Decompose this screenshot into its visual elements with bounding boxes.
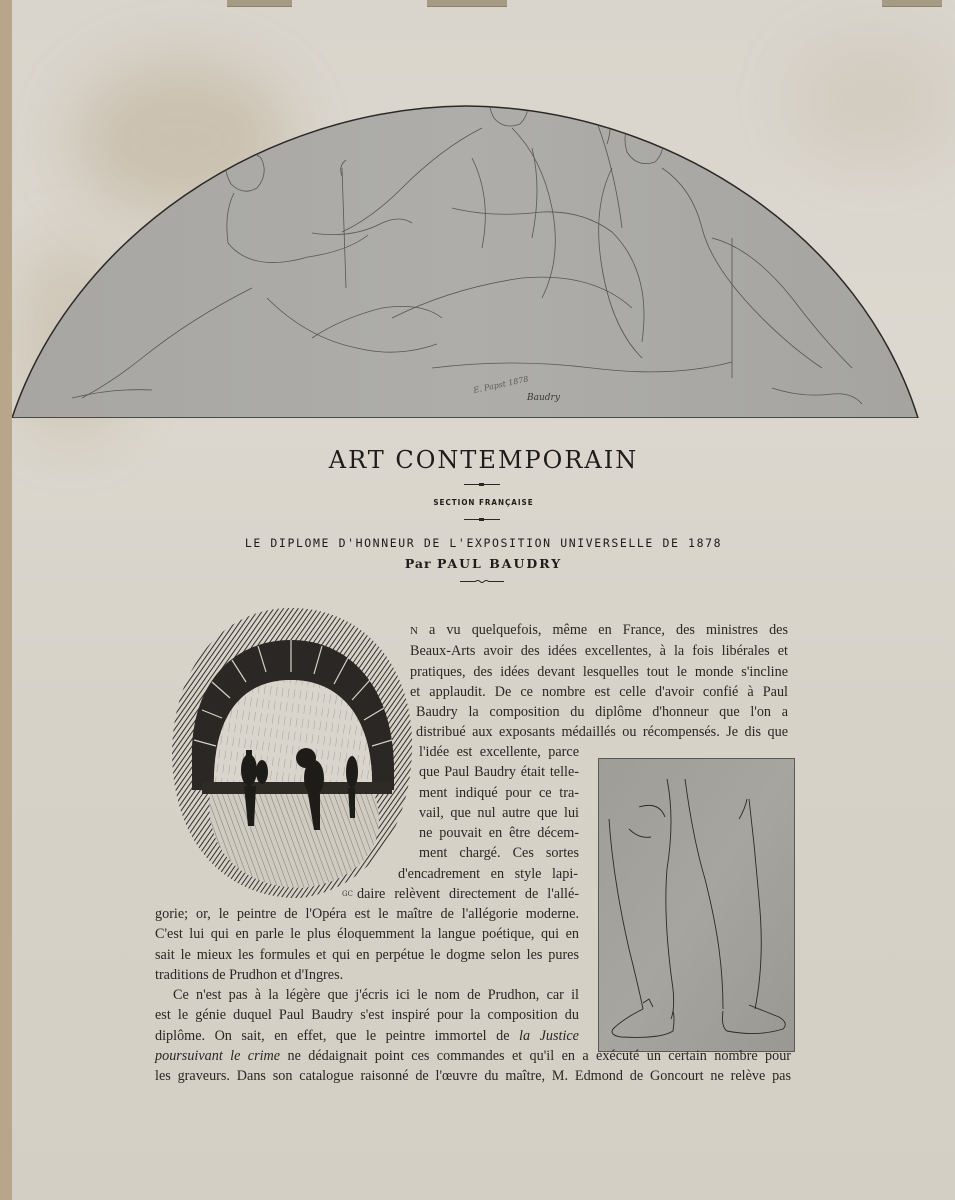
text-line: N a vu quelquefois, même en France, des ministres des <box>410 622 788 638</box>
text-line: les graveurs. Dans son catalogue raisonné de l'œuvre du maître, M. Edmond de Goncourt ne relève pas <box>155 1068 791 1085</box>
text-line: ne pouvait en être décem- <box>419 825 579 842</box>
section-title: ART CONTEMPORAIN <box>328 446 639 474</box>
svg-text:E. Papst 1878: E. Papst 1878 <box>472 374 530 395</box>
artist-signature: Baudry <box>527 393 560 403</box>
text-line: poursuivant le crime ne dédaignait point ces commandes et qu'il en a exécuté un certain nombre pour <box>155 1048 792 1064</box>
text-line: que Paul Baudry était telle- <box>419 764 579 781</box>
text-line: d'encadrement en style lapi- <box>398 866 578 882</box>
text-line: diplôme. On sait, en effet, que le peintre immortel de la Justice <box>155 1027 579 1044</box>
article-body-bottom <box>155 1046 791 1087</box>
scanned-page <box>12 0 955 1200</box>
text-line: Beaux-Arts avoir des idées excellentes, à la fois libérales et <box>410 643 788 660</box>
mounting-tab <box>227 0 292 7</box>
legs-sketch <box>598 758 795 1052</box>
article-body-wide <box>155 904 579 1046</box>
text-line: sait le mieux les formules et qui en perpétue le dogme selon les pures <box>155 946 579 963</box>
text-line: vail, que nul autre que lui <box>419 804 579 821</box>
ornament-divider <box>460 580 504 583</box>
article-body-mid2 <box>357 884 579 904</box>
text-line: daire relèvent directement de l'allé- <box>357 886 579 902</box>
article-title: LE DIPLOME D'HONNEUR DE L'EXPOSITION UNIVERSELLE DE 1878 <box>244 536 723 550</box>
mounting-tab <box>882 0 942 7</box>
text-line: Baudry la composition du diplôme d'honneur que l'on a <box>416 704 788 721</box>
lunette-illustration <box>12 68 920 418</box>
byline <box>12 556 955 571</box>
text-line: Ce n'est pas à la légère que j'écris ici le nom de Prudhon, car il <box>173 987 579 1004</box>
arch-engraving <box>162 600 420 908</box>
article-body-narrow <box>419 742 579 864</box>
drop-cap: N <box>410 625 418 637</box>
text-line: traditions de Prudhon et d'Ingres. <box>155 966 344 983</box>
text-line: distribué aux exposants médaillés ou récompensés. Je dis que <box>416 724 788 741</box>
divider-rule <box>464 519 500 520</box>
text-line: C'est lui qui en parle le plus éloquemment la langue poétique, qui en <box>155 926 579 943</box>
text-line: et applaudit. De ce nombre est celle d'avoir confié à Paul <box>410 683 788 700</box>
text-line: gorie; or, le peintre de l'Opéra est le maître de l'allégorie moderne. <box>155 906 579 922</box>
text-line: l'idée est excellente, parce <box>419 744 579 760</box>
article-body-top <box>410 620 788 743</box>
text-line: ment chargé. Ces sortes <box>419 845 579 862</box>
text-line: pratiques, des idées devant lesquelles tout le monde s'incline <box>410 663 788 680</box>
text-line: ment indiqué pour ce tra- <box>419 784 579 801</box>
engraver-monogram: GC <box>342 890 353 898</box>
byline-name: PAUL BAUDRY <box>436 556 563 571</box>
section-subtitle: SECTION FRANÇAISE <box>433 498 534 507</box>
article-body-mid1 <box>398 864 578 884</box>
text-line: est le génie duquel Paul Baudry s'est inspiré pour la composition du <box>155 1007 579 1024</box>
divider-rule <box>464 484 500 485</box>
mounting-tab <box>427 0 507 7</box>
byline-prefix: Par <box>404 556 432 571</box>
